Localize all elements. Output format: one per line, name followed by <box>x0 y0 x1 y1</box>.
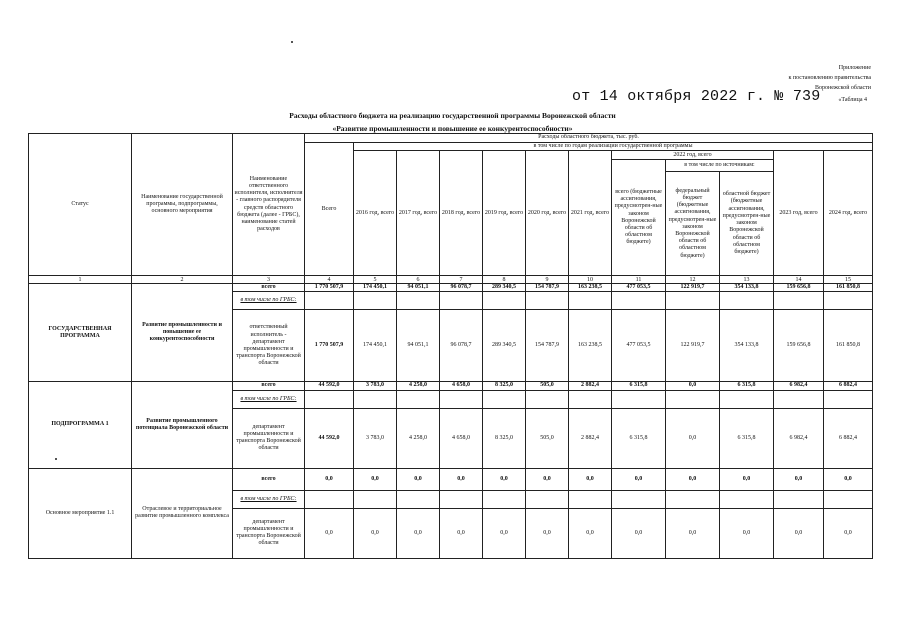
cell-value: 3 783,0 <box>354 382 397 390</box>
document-title: Расходы областного бюджета на реализацию государственной программы Воронежской области <box>289 111 616 120</box>
table-row <box>29 284 873 292</box>
cell-value: 44 592,0 <box>305 408 354 468</box>
cell-value: 96 078,7 <box>440 310 483 382</box>
cell-value: 4 258,0 <box>397 382 440 390</box>
cell-value: 6 882,4 <box>824 408 873 468</box>
cell-value: 174 450,1 <box>354 284 397 292</box>
row-status: ПОДПРОГРАММА 1 <box>29 382 132 468</box>
cell-value: 159 656,8 <box>774 284 824 292</box>
header-status: Статус <box>29 134 132 276</box>
col-index: 8 <box>483 276 526 284</box>
cell-value: 0,0 <box>612 468 666 490</box>
header-by-years: в том числе по годам реализации государственной программы <box>354 143 873 151</box>
header-2016: 2016 год, всего <box>354 151 397 276</box>
col-index: 4 <box>305 276 354 284</box>
col-index: 6 <box>397 276 440 284</box>
col-index: 14 <box>774 276 824 284</box>
row-total-label: всего <box>233 382 305 390</box>
header-2018: 2018 год, всего <box>440 151 483 276</box>
cell-value: 354 133,8 <box>720 284 774 292</box>
cell-value: 1 770 507,9 <box>305 284 354 292</box>
row-name: Развитие промышленного потенциала Воронежской области <box>132 382 233 468</box>
decree-stamp: от 14 октября 2022 г. № 739 <box>572 88 821 105</box>
col-index: 9 <box>526 276 569 284</box>
header-2024: 2024 год, всего <box>824 151 873 276</box>
cell-value: 0,0 <box>824 508 873 558</box>
cell-value: 0,0 <box>720 468 774 490</box>
cell-value: 163 238,5 <box>569 310 612 382</box>
cell-value: 0,0 <box>440 508 483 558</box>
cell-value: 174 450,1 <box>354 310 397 382</box>
col-index: 7 <box>440 276 483 284</box>
cell-value: 159 656,8 <box>774 310 824 382</box>
cell-value: 0,0 <box>483 468 526 490</box>
budget-table <box>28 133 873 559</box>
appendix-line: Воронежской области <box>815 85 871 91</box>
cell-value: 289 340,5 <box>483 310 526 382</box>
cell-value: 6 315,8 <box>612 382 666 390</box>
cell-value: 44 592,0 <box>305 382 354 390</box>
cell-value: 122 919,7 <box>666 284 720 292</box>
cell-value: 505,0 <box>526 408 569 468</box>
row-status: ГОСУДАРСТВЕННАЯ ПРОГРАММА <box>29 284 132 382</box>
cell-value: 1 770 507,9 <box>305 310 354 382</box>
cell-value: 163 238,5 <box>569 284 612 292</box>
row-total-label: всего <box>233 468 305 490</box>
cell-value: 94 051,1 <box>397 310 440 382</box>
table-row <box>29 382 873 390</box>
cell-value: 4 258,0 <box>397 408 440 468</box>
table-label: «Таблица 4 <box>838 97 867 103</box>
table-row <box>29 468 873 490</box>
cell-value: 0,0 <box>569 468 612 490</box>
header-2022: 2022 год, всего <box>612 151 774 160</box>
cell-value: 0,0 <box>305 468 354 490</box>
header-sources: в том числе по источникам: <box>666 160 774 172</box>
header-federal: федеральный бюджет (бюджетные ассигнования, предусмотрен-ные законом Воронежской области об областном бюджете) <box>666 172 720 276</box>
row-executor: департамент промышленности и транспорта Воронежской области <box>233 508 305 558</box>
cell-value: 0,0 <box>526 508 569 558</box>
row-name: Развитие промышленности и повышение ее конкурентоспособности <box>132 284 233 382</box>
cell-value: 2 882,4 <box>569 382 612 390</box>
cell-value: 6 315,8 <box>612 408 666 468</box>
header-executor: Наименование ответственного исполнителя, исполнителя - главного распорядителя средств областного бюджета (далее - ГРБС), наименование статей расходов <box>233 134 305 276</box>
header-2023: 2023 год, всего <box>774 151 824 276</box>
cell-value: 0,0 <box>774 508 824 558</box>
cell-value: 161 850,8 <box>824 310 873 382</box>
header-expenses: Расходы областного бюджета, тыс. руб. <box>305 134 873 143</box>
cell-value: 0,0 <box>666 408 720 468</box>
header-2019: 2019 год, всего <box>483 151 526 276</box>
cell-value: 4 658,0 <box>440 408 483 468</box>
cell-value: 0,0 <box>824 468 873 490</box>
cell-value: 154 787,9 <box>526 284 569 292</box>
cell-value: 0,0 <box>666 468 720 490</box>
col-index: 2 <box>132 276 233 284</box>
cell-value: 0,0 <box>354 508 397 558</box>
header-total: Всего <box>305 143 354 276</box>
scan-speck <box>291 41 293 43</box>
col-index: 5 <box>354 276 397 284</box>
cell-value: 6 982,4 <box>774 408 824 468</box>
cell-value: 505,0 <box>526 382 569 390</box>
cell-value: 96 078,7 <box>440 284 483 292</box>
cell-value: 6 315,8 <box>720 408 774 468</box>
cell-value: 0,0 <box>305 508 354 558</box>
cell-value: 0,0 <box>526 468 569 490</box>
col-index: 1 <box>29 276 132 284</box>
col-index: 3 <box>233 276 305 284</box>
cell-value: 8 325,0 <box>483 382 526 390</box>
cell-value: 0,0 <box>612 508 666 558</box>
cell-value: 0,0 <box>483 508 526 558</box>
cell-value: 0,0 <box>397 508 440 558</box>
header-2021: 2021 год, всего <box>569 151 612 276</box>
cell-value: 0,0 <box>440 468 483 490</box>
cell-value: 0,0 <box>666 508 720 558</box>
col-index: 12 <box>666 276 720 284</box>
col-index: 11 <box>612 276 666 284</box>
cell-value: 122 919,7 <box>666 310 720 382</box>
cell-value: 6 315,8 <box>720 382 774 390</box>
cell-value: 289 340,5 <box>483 284 526 292</box>
cell-value: 8 325,0 <box>483 408 526 468</box>
cell-value: 0,0 <box>569 508 612 558</box>
row-executor: ответственный исполнитель - департамент промышленности и транспорта Воронежской области <box>233 310 305 382</box>
appendix-line: к постановлению правительства <box>788 75 871 81</box>
appendix-line: Приложение <box>838 65 871 71</box>
cell-value: 3 783,0 <box>354 408 397 468</box>
cell-value: 0,0 <box>354 468 397 490</box>
cell-value: 6 982,4 <box>774 382 824 390</box>
header-2017: 2017 год, всего <box>397 151 440 276</box>
cell-value: 477 053,5 <box>612 284 666 292</box>
cell-value: 0,0 <box>397 468 440 490</box>
row-grbs-label: в том числе по ГРБС: <box>233 490 305 508</box>
row-status: Основное мероприятие 1.1 <box>29 468 132 558</box>
row-name: Отраслевое и территориальное развитие промышленного комплекса <box>132 468 233 558</box>
col-index: 13 <box>720 276 774 284</box>
header-regional: областной бюджет (бюджетные ассигнования, предусмотрен-ные законом Воронежской области об областном бюджете) <box>720 172 774 276</box>
cell-value: 4 658,0 <box>440 382 483 390</box>
header-program-name: Наименование государственной программы, подпрограммы, основного мероприятия <box>132 134 233 276</box>
program-title: «Развитие промышленности и повышение ее конкурентоспособности» <box>332 124 573 133</box>
cell-value: 2 882,4 <box>569 408 612 468</box>
col-index: 10 <box>569 276 612 284</box>
header-2022-total: всего (бюджетные ассигнования, предусмотрен-ные законом Воронежской области об областном бюджете) <box>612 160 666 276</box>
cell-value: 161 850,8 <box>824 284 873 292</box>
row-total-label: всего <box>233 284 305 292</box>
cell-value: 94 051,1 <box>397 284 440 292</box>
cell-value: 154 787,9 <box>526 310 569 382</box>
cell-value: 0,0 <box>720 508 774 558</box>
cell-value: 0,0 <box>774 468 824 490</box>
header-2020: 2020 год, всего <box>526 151 569 276</box>
row-grbs-label: в том числе по ГРБС: <box>233 292 305 310</box>
cell-value: 6 882,4 <box>824 382 873 390</box>
cell-value: 477 053,5 <box>612 310 666 382</box>
cell-value: 354 133,8 <box>720 310 774 382</box>
cell-value: 0,0 <box>666 382 720 390</box>
row-executor: департамент промышленности и транспорта Воронежской области <box>233 408 305 468</box>
col-index: 15 <box>824 276 873 284</box>
row-grbs-label: в том числе по ГРБС: <box>233 390 305 408</box>
